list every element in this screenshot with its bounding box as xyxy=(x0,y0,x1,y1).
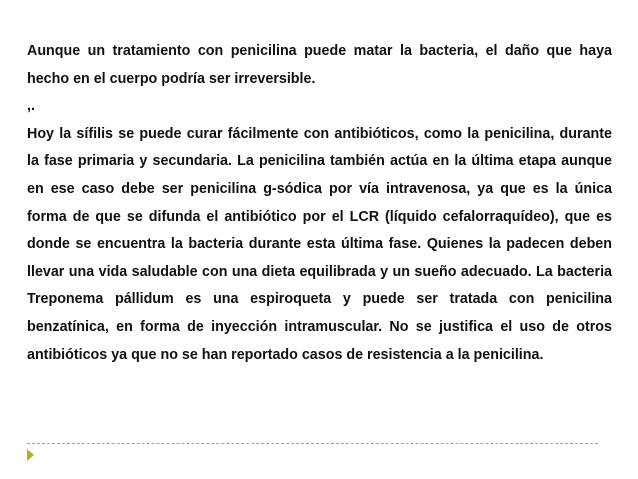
triangle-right-icon xyxy=(27,449,34,461)
slide-body xyxy=(27,38,612,369)
paragraph-intro: Aunque un tratamiento con penicilina puede matar la bacteria, el daño que haya hecho en el cuerpo podría ser irreversible. xyxy=(27,43,612,87)
paragraph-separator: ,. xyxy=(27,98,35,115)
footer-divider xyxy=(27,443,598,444)
paragraph-treatment: Hoy la sífilis se puede curar fácilmente con antibióticos, como la penicilina, durante la fase primaria y secundaria. La penicilina también actúa en la última etapa aunque en ese caso debe ser penicilina g-sódica por vía intravenosa, ya que es la única forma de que se difunda el antibiótico por el LCR (líquido cefalorraquídeo), que es donde se encuentra la bacteria durante esta última fase. Quienes la padecen deben llevar una vida saludable con una dieta equilibrada y un sueño adecuado. La bacteria Treponema pállidum es una espiroqueta y puede ser tratada con penicilina benzatínica, en forma de inyección intramuscular. No se justifica el uso de otros antibióticos ya que no se han reportado casos de resistencia a la penicilina. xyxy=(27,125,612,363)
